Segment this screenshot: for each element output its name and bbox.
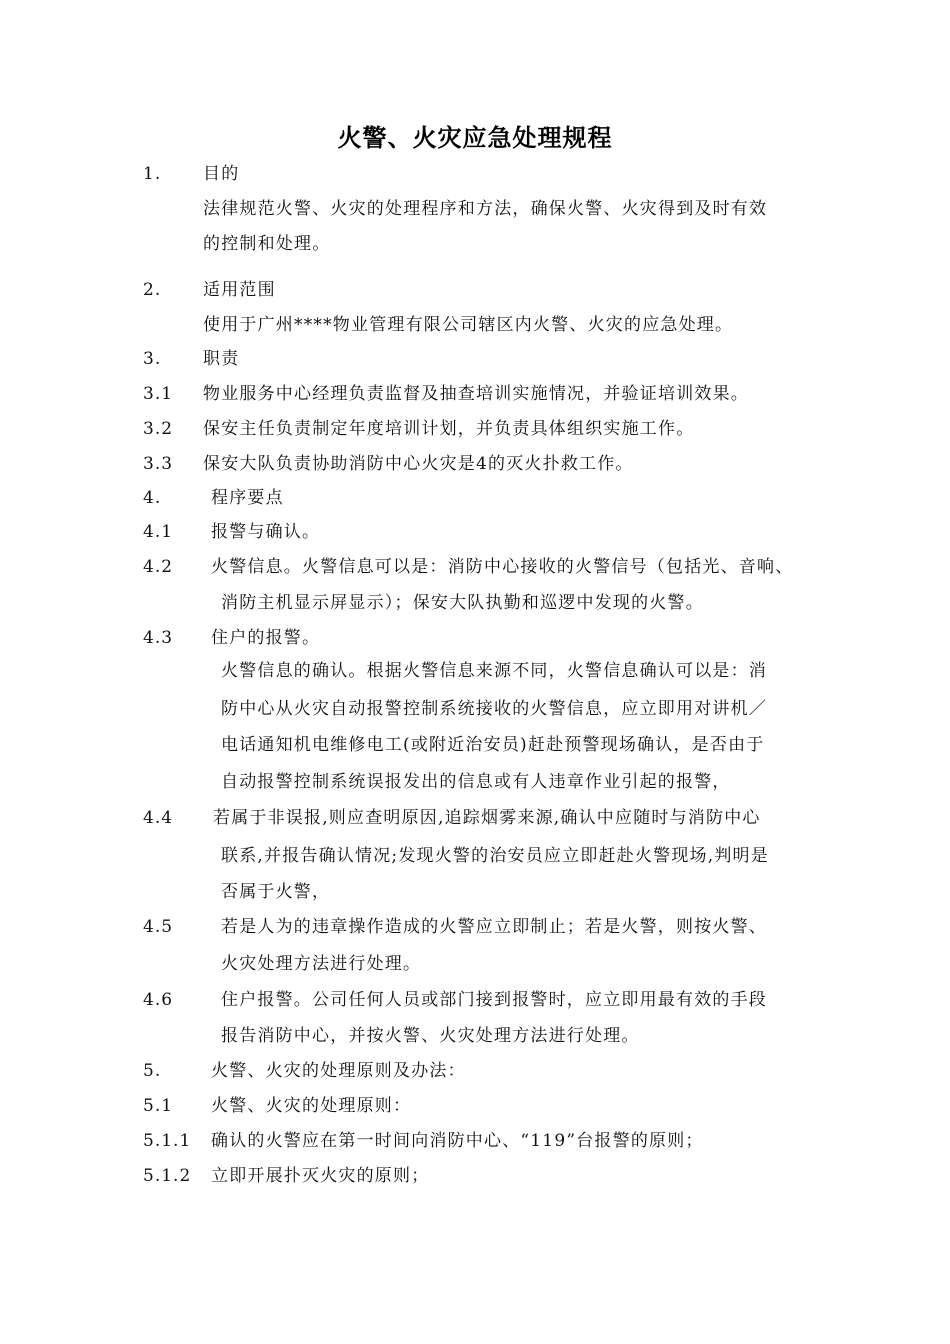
line-text: 火警、火灾的处理原则：: [211, 1096, 412, 1116]
line-number: 4.1: [143, 522, 174, 542]
line-text: 报警与确认。: [211, 522, 321, 542]
line-number: 3.: [143, 349, 162, 369]
line-number: 4.: [143, 488, 162, 508]
line-number: 3.1: [143, 384, 174, 404]
line-text: 联系,并报告确认情况;发现火警的治安员应立即赶赴火警现场,判明是: [221, 846, 769, 866]
line-number: 3.2: [143, 419, 174, 439]
line-text: 程序要点: [211, 488, 284, 508]
line-number: 1.: [143, 164, 162, 184]
line-text: 电话通知机电维修电工(或附近治安员)赶赴预警现场确认，是否由于: [221, 735, 765, 755]
line-text: 若属于非误报,则应查明原因,追踪烟雾来源,确认中应随时与消防中心: [213, 808, 761, 828]
line-text: 火警信息。火警信息可以是：消防中心接收的火警信号（包括光、音响、: [211, 557, 794, 577]
line-text: 的控制和处理。: [203, 234, 331, 254]
line-text: 保安主任负责制定年度培训计划，并负责具体组织实施工作。: [203, 419, 695, 439]
line-text: 确认的火警应在第一时间向消防中心、“119”台报警的原则；: [211, 1131, 704, 1151]
line-text: 法律规范火警、火灾的处理程序和方法，确保火警、火灾得到及时有效: [203, 199, 768, 219]
line-text: 职责: [203, 349, 240, 369]
line-text: 物业服务中心经理负责监督及抽查培训实施情况，并验证培训效果。: [203, 384, 749, 404]
line-text: 适用范围: [203, 280, 276, 300]
line-text: 立即开展扑灭火灾的原则；: [211, 1166, 430, 1186]
line-number: 5.: [143, 1061, 162, 1081]
line-text: 火警信息的确认。根据火警信息来源不同，火警信息确认可以是：消: [221, 661, 767, 681]
line-number: 4.5: [143, 917, 174, 937]
line-text: 防中心从火灾自动报警控制系统接收的火警信息，应立即用对讲机／: [221, 699, 767, 719]
line-text: 住户的报警。: [211, 628, 321, 648]
line-text: 目的: [203, 164, 240, 184]
line-text: 使用于广州****物业管理有限公司辖区内火警、火灾的应急处理。: [203, 315, 734, 335]
line-text: 否属于火警，: [221, 882, 331, 902]
line-text: 住户报警。公司任何人员或部门接到报警时，应立即用最有效的手段: [221, 990, 767, 1010]
line-text: 自动报警控制系统误报发出的信息或有人违章作业引起的报警，: [221, 772, 731, 792]
line-number: 5.1.2: [143, 1166, 192, 1186]
line-number: 4.2: [143, 557, 174, 577]
line-number: 4.3: [143, 628, 174, 648]
line-number: 2.: [143, 280, 162, 300]
document-title: 火警、火灾应急处理规程: [337, 123, 613, 152]
line-text: 消防主机显示屏显示）；保安大队执勤和巡逻中发现的火警。: [221, 593, 704, 613]
line-number: 5.1: [143, 1096, 174, 1116]
line-text: 保安大队负责协助消防中心火灾是4的灭火扑救工作。: [203, 454, 634, 474]
line-number: 5.1.1: [143, 1131, 192, 1151]
line-text: 报告消防中心，并按火警、火灾处理方法进行处理。: [221, 1026, 640, 1046]
line-text: 若是人为的违章操作造成的火警应立即制止；若是火警，则按火警、: [221, 917, 767, 937]
line-number: 3.3: [143, 454, 174, 474]
line-number: 4.4: [143, 808, 174, 828]
line-number: 4.6: [143, 990, 174, 1010]
line-text: 火灾处理方法进行处理。: [221, 954, 422, 974]
line-text: 火警、火灾的处理原则及办法：: [211, 1061, 466, 1081]
